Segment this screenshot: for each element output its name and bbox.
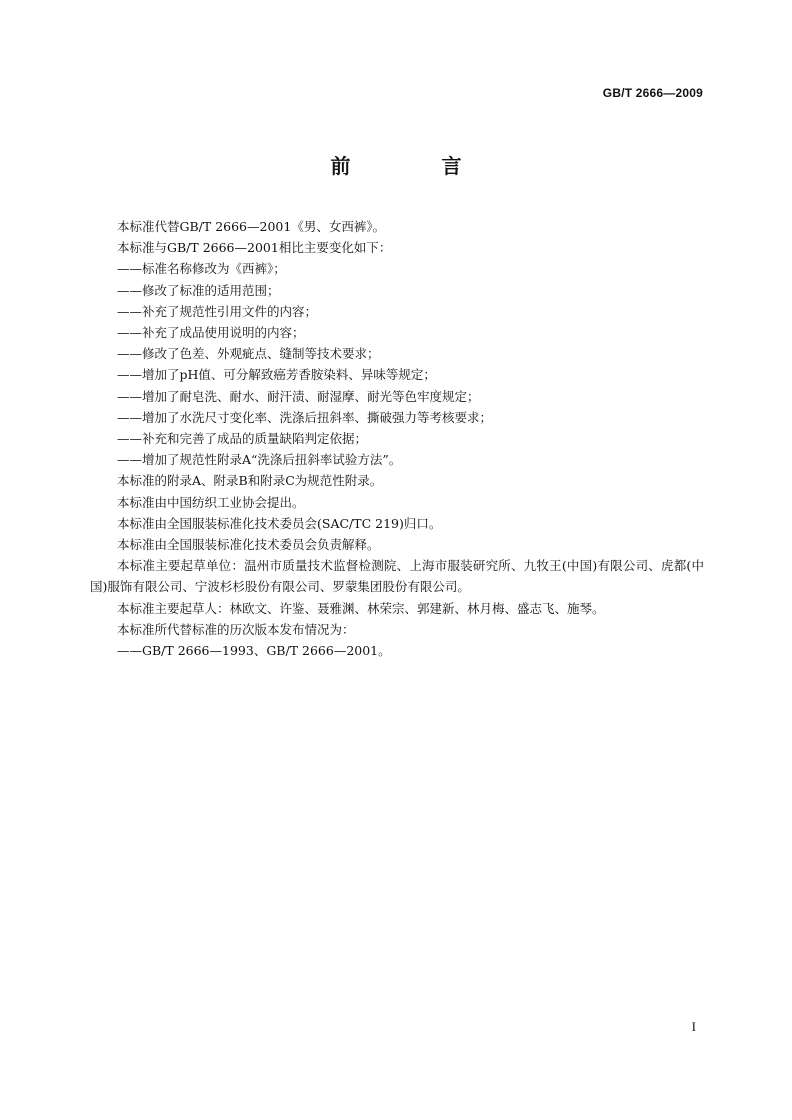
foreword-body <box>90 216 704 661</box>
change-item: ——增加了规范性附录A“洗涤后扭斜率试验方法”。 <box>117 452 402 468</box>
paragraph-under-jurisdiction: 本标准由全国服装标准化技术委员会(SAC/TC 219)归口。 <box>117 515 442 531</box>
paragraph-interpreted-by: 本标准由全国服装标准化技术委员会负责解释。 <box>117 537 380 553</box>
change-item: ——增加了耐皂洗、耐水、耐汗渍、耐湿摩、耐光等色牢度规定； <box>117 388 480 404</box>
paragraph-previous-editions-intro: 本标准所代替标准的历次版本发布情况为： <box>117 621 355 637</box>
change-item: ——补充了成品使用说明的内容； <box>117 325 305 341</box>
paragraph-previous-editions: ——GB/T 2666—1993、GB/T 2666—2001。 <box>117 643 391 659</box>
change-item: ——增加了pH值、可分解致癌芳香胺染料、异味等规定； <box>117 367 436 383</box>
paragraph-proposed-by: 本标准由中国纺织工业协会提出。 <box>117 494 305 510</box>
paragraph-drafting-units: 本标准主要起草单位：温州市质量技术监督检测院、上海市服装研究所、九牧王(中国)有限公司、虎都(中国)服饰有限公司、宁波杉杉股份有限公司、罗蒙集团股份有限公司。 <box>90 558 704 595</box>
change-item: ——修改了标准的适用范围； <box>117 282 280 298</box>
paragraph-replaces: 本标准代替GB/T 2666—2001《男、女西裤》。 <box>117 219 386 234</box>
change-item: ——修改了色差、外观疵点、缝制等技术要求； <box>117 346 380 362</box>
change-item: ——增加了水洗尺寸变化率、洗涤后扭斜率、撕破强力等考核要求； <box>117 409 493 425</box>
paragraph-drafters: 本标准主要起草人：林欧文、许鉴、聂雅渊、林荣宗、郭建新、林月梅、盛志飞、施琴。 <box>117 600 605 616</box>
change-item: ——标准名称修改为《西裤》； <box>117 261 286 277</box>
page-title: 前 言 <box>330 154 504 178</box>
standard-code: GB/T 2666—2009 <box>602 86 703 100</box>
paragraph-changes-intro: 本标准与GB/T 2666—2001相比主要变化如下： <box>117 240 392 256</box>
page-number: I <box>691 1019 696 1034</box>
change-item: ——补充了规范性引用文件的内容； <box>117 303 318 319</box>
change-item: ——补充和完善了成品的质量缺陷判定依据； <box>117 431 368 447</box>
paragraph-annexes: 本标准的附录A、附录B和附录C为规范性附录。 <box>117 473 383 489</box>
